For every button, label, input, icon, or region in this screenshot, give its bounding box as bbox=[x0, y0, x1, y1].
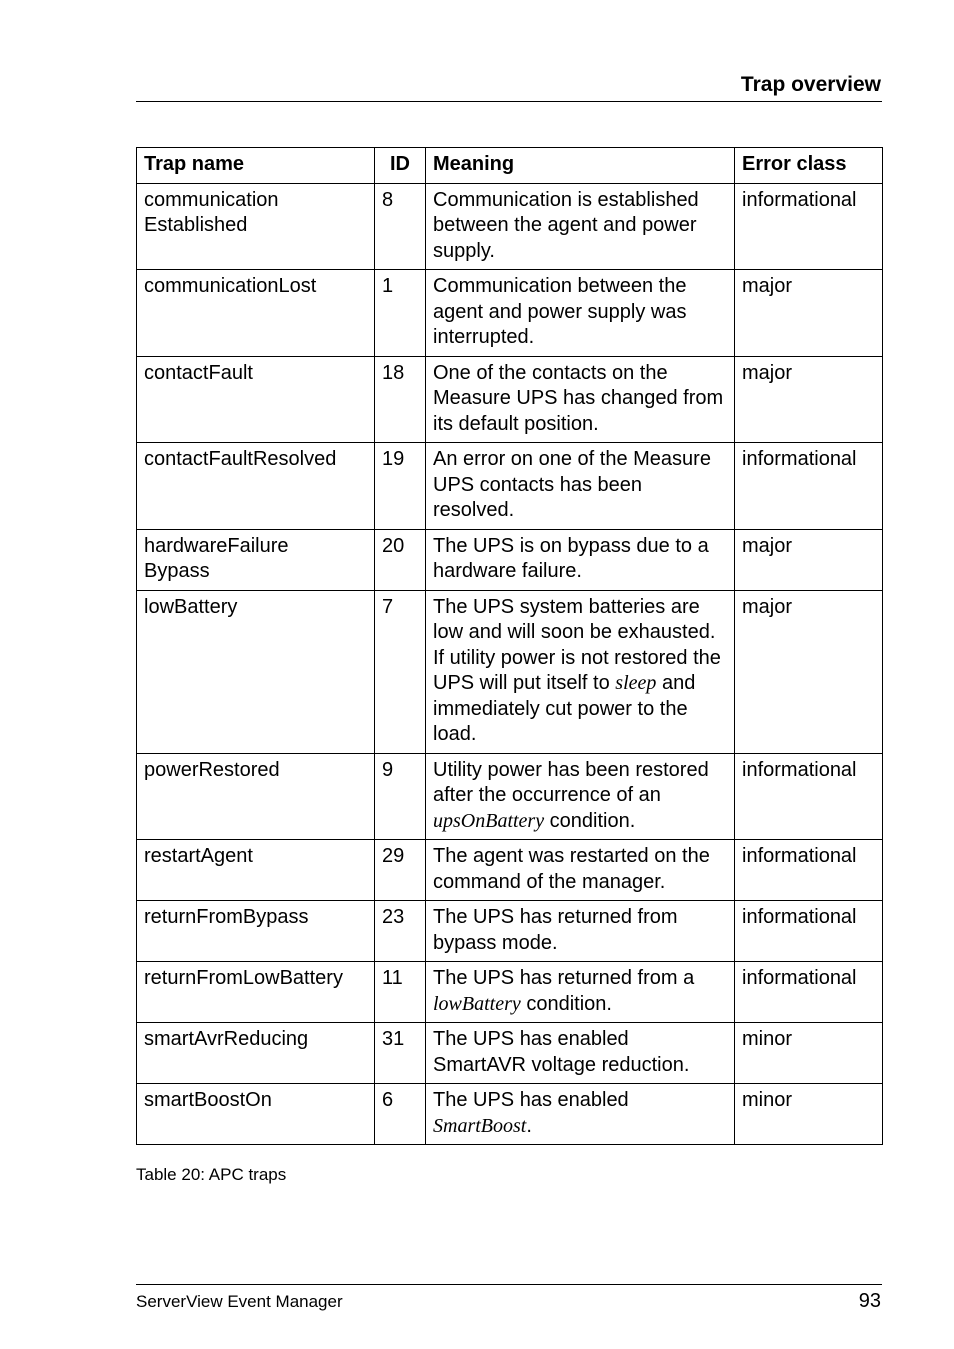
trap-meaning-cell bbox=[426, 901, 735, 962]
trap-name-cell bbox=[137, 356, 375, 443]
trap-id-cell: 18 bbox=[375, 356, 426, 443]
trap-name-text: communication bbox=[144, 188, 279, 211]
meaning-text: The UPS has returned from a bbox=[433, 967, 695, 989]
trap-id-cell: 11 bbox=[375, 962, 426, 1023]
trap-id-cell: 31 bbox=[375, 1023, 426, 1084]
error-class-cell: major bbox=[735, 590, 883, 753]
trap-name-text: hardwareFailure bbox=[144, 534, 289, 557]
meaning-emphasis-text: SmartBoost bbox=[433, 1114, 527, 1137]
trap-meaning-cell bbox=[426, 590, 735, 753]
column-header-error-class: Error class bbox=[735, 148, 883, 184]
table-row bbox=[137, 443, 883, 530]
trap-name-text: returnFromBypass bbox=[144, 906, 309, 928]
meaning-text: An error on one of the Measure UPS contacts has been resolved. bbox=[433, 448, 711, 521]
column-header-trap-name: Trap name bbox=[137, 148, 375, 184]
trap-name-cell bbox=[137, 1084, 375, 1145]
meaning-text: Communication is established between the agent and power supply. bbox=[433, 188, 699, 262]
meaning-text: The UPS has enabled SmartAVR voltage reduction. bbox=[433, 1028, 690, 1076]
error-class-cell: major bbox=[735, 270, 883, 357]
error-class-cell: informational bbox=[735, 840, 883, 901]
trap-id-cell: 6 bbox=[375, 1084, 426, 1145]
table-row bbox=[137, 1084, 883, 1145]
trap-name-text: contactFault bbox=[144, 361, 253, 384]
meaning-emphasis-text: sleep bbox=[615, 672, 657, 694]
meaning-text: . bbox=[526, 1114, 532, 1137]
table-row bbox=[137, 529, 883, 590]
trap-name-text: Established bbox=[144, 214, 248, 236]
trap-name-text: powerRestored bbox=[144, 758, 280, 781]
trap-id-cell: 20 bbox=[375, 529, 426, 590]
meaning-emphasis-text: upsOnBattery bbox=[433, 809, 545, 832]
trap-meaning-cell bbox=[426, 443, 735, 530]
apc-traps-table bbox=[136, 147, 883, 1145]
error-class-cell: minor bbox=[735, 1084, 883, 1145]
error-class-cell: minor bbox=[735, 1023, 883, 1084]
trap-meaning-cell bbox=[426, 270, 735, 357]
error-class-cell: major bbox=[735, 356, 883, 443]
trap-meaning-cell bbox=[426, 529, 735, 590]
trap-name-cell bbox=[137, 270, 375, 357]
trap-name-text: communicationLost bbox=[144, 275, 317, 297]
column-header-meaning: Meaning bbox=[426, 148, 735, 184]
trap-meaning-cell bbox=[426, 183, 735, 270]
meaning-text: and immediately cut power to the load. bbox=[433, 672, 696, 745]
trap-name-cell bbox=[137, 529, 375, 590]
trap-name-cell bbox=[137, 443, 375, 530]
table-row bbox=[137, 962, 883, 1023]
error-class-cell: informational bbox=[735, 962, 883, 1023]
trap-id-cell: 19 bbox=[375, 443, 426, 530]
trap-name-text: smartAvrReducing bbox=[144, 1028, 309, 1050]
trap-meaning-cell bbox=[426, 962, 735, 1023]
trap-name-cell bbox=[137, 753, 375, 840]
column-header-id: ID bbox=[375, 148, 426, 184]
footer-page-number: 93 bbox=[858, 1290, 881, 1312]
trap-meaning-cell bbox=[426, 1023, 735, 1084]
trap-id-cell: 7 bbox=[375, 590, 426, 753]
footer-document-title: ServerView Event Manager bbox=[136, 1292, 343, 1311]
meaning-text: The agent was restarted on the command of the manager. bbox=[433, 845, 710, 893]
trap-name-text: returnFromLowBattery bbox=[144, 967, 343, 989]
trap-meaning-cell bbox=[426, 840, 735, 901]
error-class-cell: informational bbox=[735, 753, 883, 840]
table-row bbox=[137, 840, 883, 901]
trap-id-cell: 8 bbox=[375, 183, 426, 270]
meaning-text: The UPS has returned from bypass mode. bbox=[433, 906, 678, 954]
trap-id-cell: 1 bbox=[375, 270, 426, 357]
trap-meaning-cell bbox=[426, 356, 735, 443]
trap-name-text: contactFaultResolved bbox=[144, 448, 337, 470]
trap-name-text: smartBoostOn bbox=[144, 1089, 272, 1111]
trap-meaning-cell bbox=[426, 753, 735, 840]
table-row bbox=[137, 1023, 883, 1084]
trap-name-cell bbox=[137, 840, 375, 901]
table-row bbox=[137, 753, 883, 840]
trap-name-cell bbox=[137, 962, 375, 1023]
table-row bbox=[137, 590, 883, 753]
meaning-emphasis-text: lowBattery bbox=[433, 992, 521, 1015]
trap-name-text: Bypass bbox=[144, 560, 210, 582]
footer-rule bbox=[136, 1284, 882, 1285]
meaning-text: condition. bbox=[520, 992, 612, 1015]
table-row bbox=[137, 183, 883, 270]
table-row bbox=[137, 356, 883, 443]
trap-id-cell: 29 bbox=[375, 840, 426, 901]
table-header-row bbox=[137, 148, 883, 184]
table-row bbox=[137, 901, 883, 962]
error-class-cell: major bbox=[735, 529, 883, 590]
table-row bbox=[137, 270, 883, 357]
error-class-cell: informational bbox=[735, 443, 883, 530]
table-caption: Table 20: APC traps bbox=[136, 1165, 287, 1184]
trap-name-cell bbox=[137, 1023, 375, 1084]
trap-name-cell bbox=[137, 901, 375, 962]
trap-name-text: restartAgent bbox=[144, 845, 253, 867]
trap-meaning-cell bbox=[426, 1084, 735, 1145]
header-rule bbox=[136, 101, 882, 102]
meaning-text: The UPS system batteries are low and will soon be exhausted. If utility power is not restored the UPS will put itself to bbox=[433, 595, 721, 694]
trap-id-cell: 9 bbox=[375, 753, 426, 840]
trap-name-text: lowBattery bbox=[144, 595, 238, 618]
meaning-text: Utility power has been restored after the occurrence of an bbox=[433, 758, 709, 806]
trap-id-cell: 23 bbox=[375, 901, 426, 962]
table-body bbox=[137, 183, 883, 1145]
trap-name-cell bbox=[137, 183, 375, 270]
meaning-text: condition. bbox=[544, 809, 636, 832]
meaning-text: The UPS has enabled bbox=[433, 1089, 629, 1111]
error-class-cell: informational bbox=[735, 901, 883, 962]
meaning-text: One of the contacts on the Measure UPS has changed from its default position. bbox=[433, 361, 724, 435]
running-header-title: Trap overview bbox=[740, 73, 881, 96]
meaning-text: The UPS is on bypass due to a hardware failure. bbox=[433, 534, 709, 582]
trap-name-cell bbox=[137, 590, 375, 753]
error-class-cell: informational bbox=[735, 183, 883, 270]
meaning-text: Communication between the agent and power supply was interrupted. bbox=[433, 275, 687, 348]
